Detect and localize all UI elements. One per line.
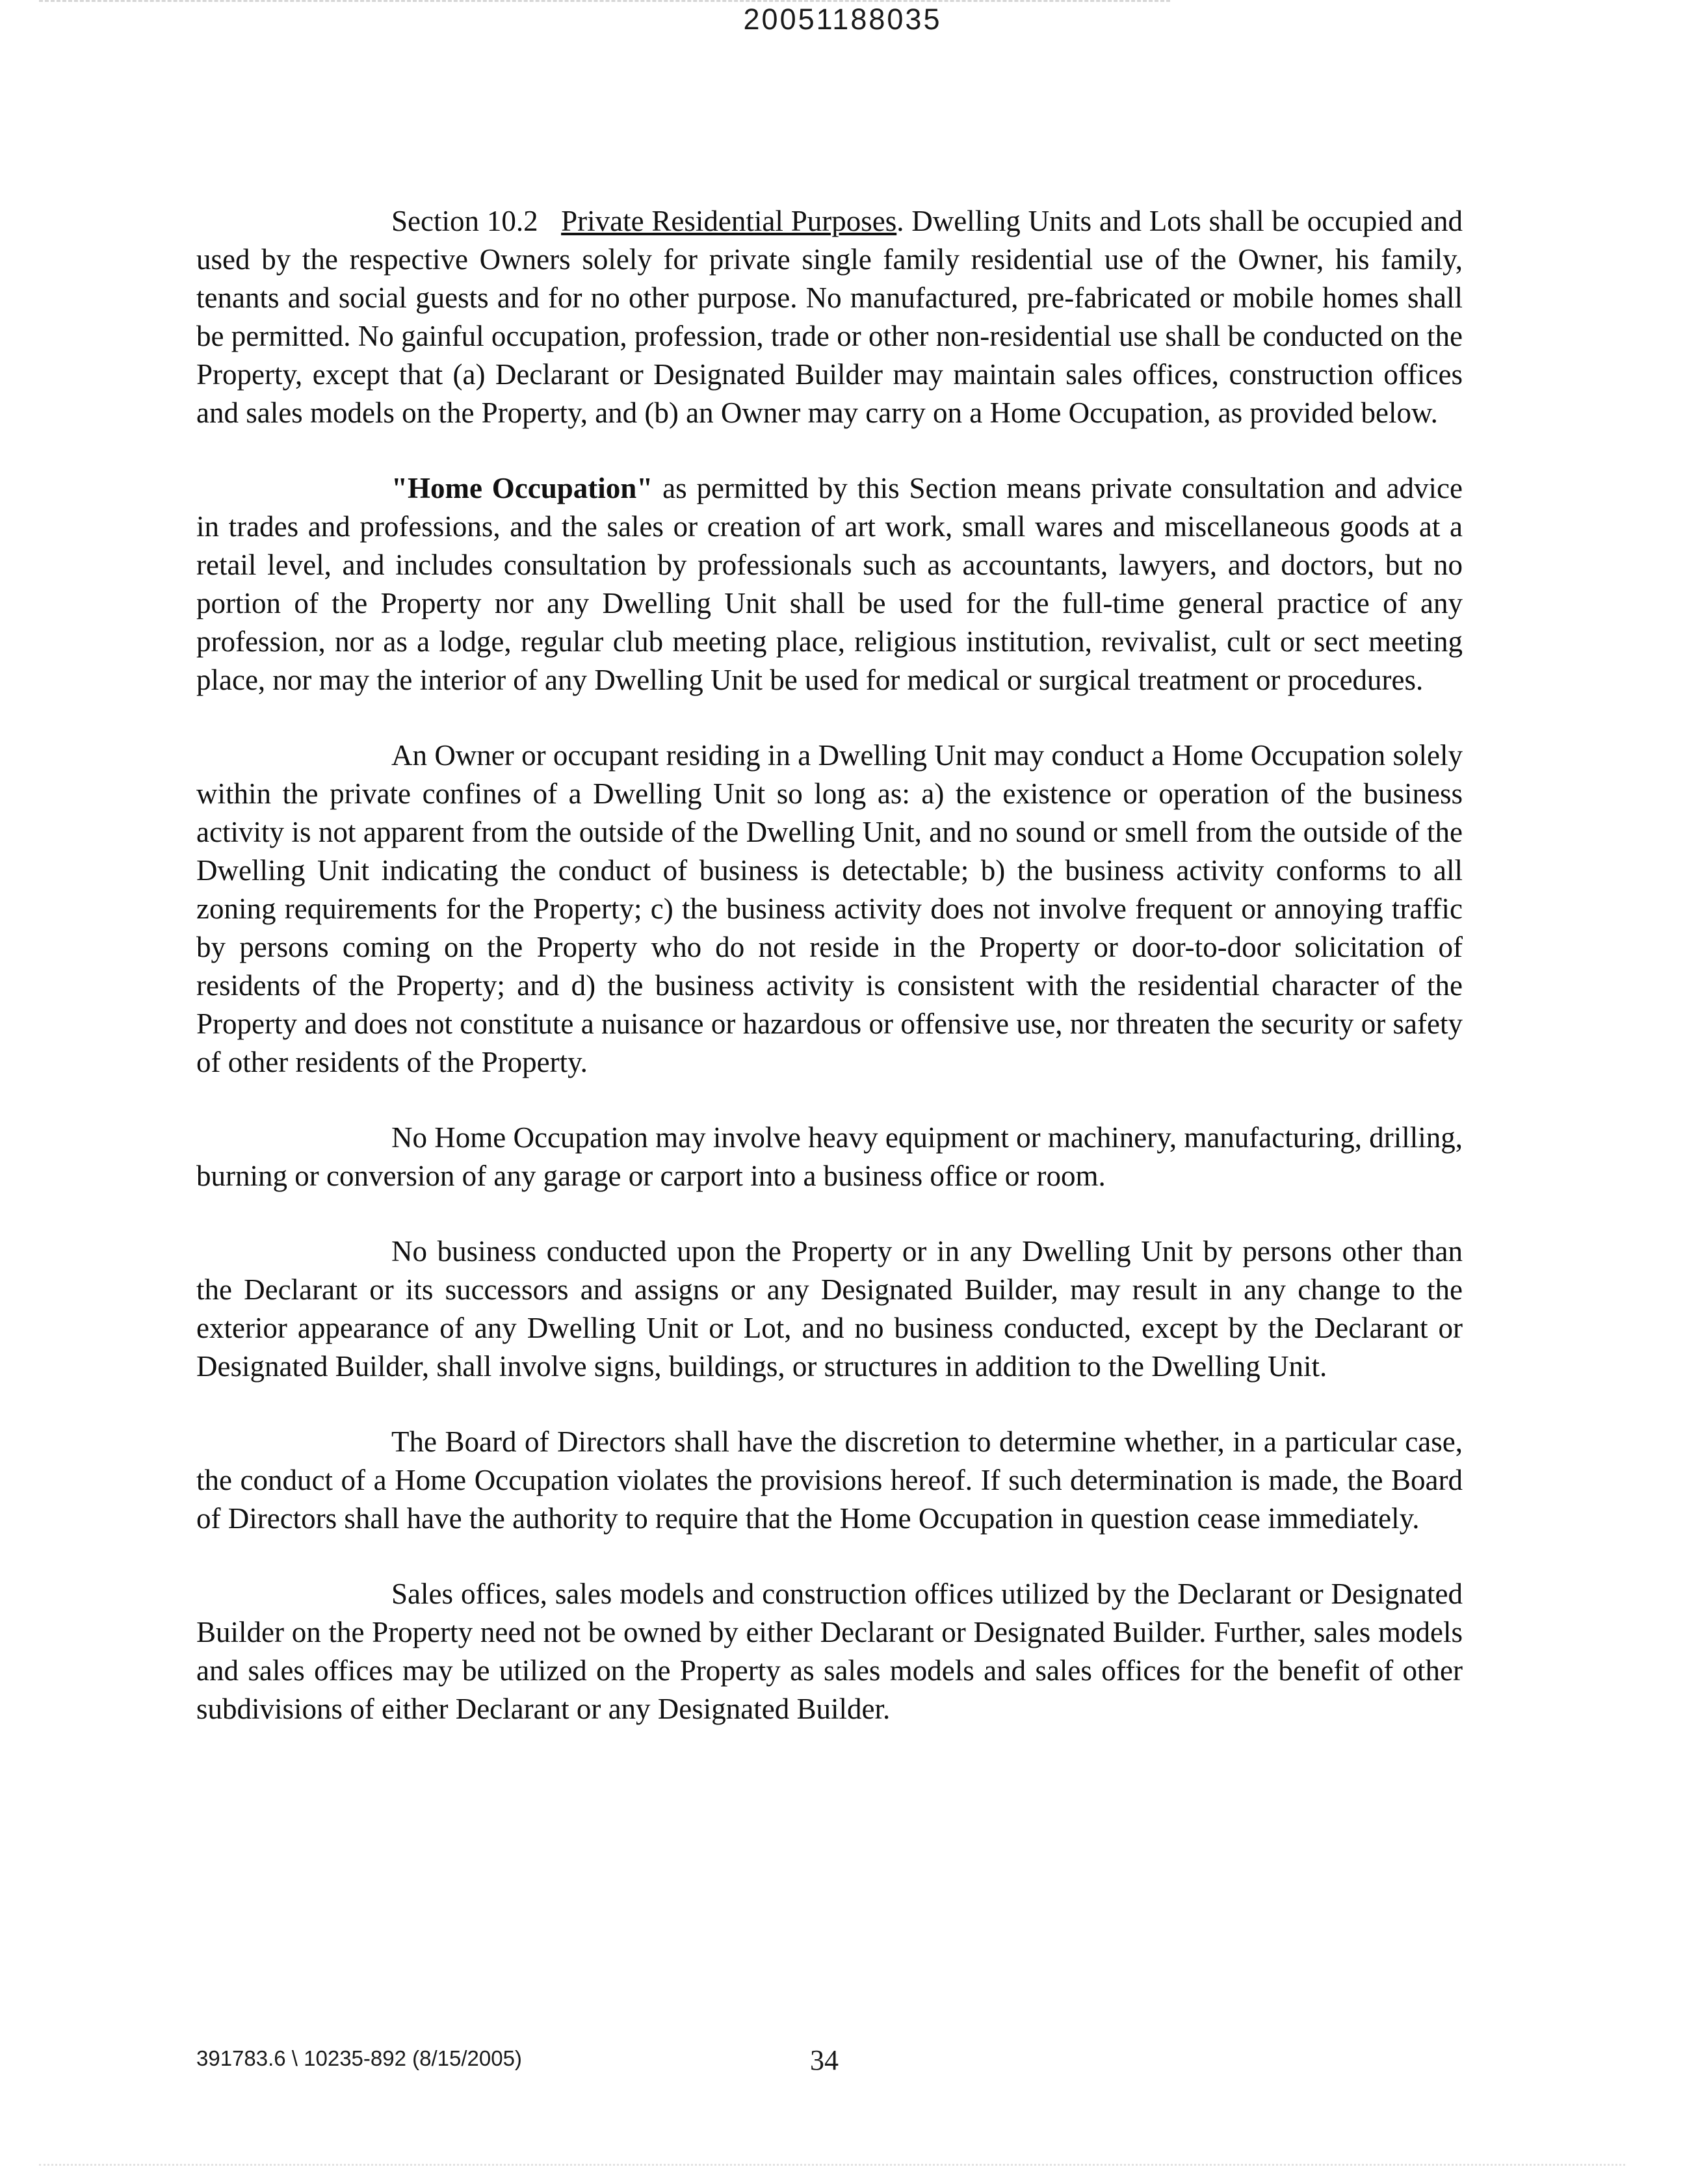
section-heading: Private Residential Purposes bbox=[561, 205, 897, 237]
section-10-2-text: . Dwelling Units and Lots shall be occupied and used by the respective Owners solely for private single family residential use of the Owner, his family, tenants and social guests and for no other purpose. No manufactured, pre-fabricated or mobile homes shall be permitted. No gainful occupation, profession, trade or other non-residential use shall be conducted on the Property, except that (a) Declarant or Designated Builder may maintain sales offices, construction offices and sales models on the Property, and (b) an Owner may carry on a Home Occupation, as provided below. bbox=[196, 205, 1463, 429]
home-occupation-definition-text: as permitted by this Section means private consultation and advice in trades and professions, and the sales or creation of art work, small wares and miscellaneous goods at a retail level, and includes consultation by professionals such as accountants, lawyers, and doctors, but no portion of the Property nor any Dwelling Unit shall be used for the full-time general practice of any profession, nor as a lodge, regular club meeting place, religious institution, revivalist, cult or sect meeting place, nor may the interior of any Dwelling Unit be used for medical or surgical treatment or procedures. bbox=[196, 472, 1463, 696]
board-discretion-paragraph: The Board of Directors shall have the discretion to determine whether, in a particular case, the conduct of a Home Occupation violates the provisions hereof. If such determination is made, the Board of Directors shall have the authority to require that the Home Occupation in question cease immediately. bbox=[196, 1425, 1463, 1535]
scan-artifact-bottom bbox=[39, 2164, 1625, 2170]
home-occupation-conditions-paragraph: An Owner or occupant residing in a Dwelling Unit may conduct a Home Occupation solely within the private confines of a Dwelling Unit so long as: a) the existence or operation of the business activity is not apparent from the outside of the Dwelling Unit, and no sound or smell from the outside of the Dwelling Unit indicating the conduct of business is detectable; b) the business activity conforms to all zoning requirements for the Property; c) the business activity does not involve frequent or annoying traffic by persons coming on the Property who do not reside in the Property or door-to-door solicitation of residents of the Property; and d) the business activity is consistent with the residential character of the Property and does not constitute a nuisance or hazardous or offensive use, nor threaten the security or safety of other residents of the Property. bbox=[196, 739, 1463, 1078]
home-occupation-definition-paragraph bbox=[196, 469, 1463, 699]
defined-term: "Home Occupation" bbox=[391, 472, 653, 504]
sales-offices-paragraph: Sales offices, sales models and construction offices utilized by the Declarant or Designated Builder on the Property need not be owned by either Declarant or Designated Builder. Further, sales models and sales offices may be utilized on the Property as sales models and sales offices for the benefit of other subdivisions of either Declarant or any Designated Builder. bbox=[196, 1578, 1463, 1725]
footer-document-reference: 391783.6 \ 10235-892 (8/15/2005) bbox=[196, 2046, 522, 2070]
section-10-2-paragraph bbox=[196, 202, 1463, 432]
page-number: 34 bbox=[810, 2044, 839, 2076]
document-body bbox=[196, 202, 1463, 1765]
document-number: 20051188035 bbox=[743, 3, 942, 36]
equipment-restriction-paragraph: No Home Occupation may involve heavy equipment or machinery, manufacturing, drilling, burning or conversion of any garage or carport into a business office or room. bbox=[196, 1121, 1463, 1192]
section-number: Section 10.2 bbox=[391, 205, 538, 237]
exterior-appearance-paragraph: No business conducted upon the Property or in any Dwelling Unit by persons other than the Declarant or its successors and assigns or any Designated Builder, may result in any change to the exterior appearance of any Dwelling Unit or Lot, and no business conducted, except by the Declarant or Designated Builder, shall involve signs, buildings, or structures in addition to the Dwelling Unit. bbox=[196, 1235, 1463, 1383]
